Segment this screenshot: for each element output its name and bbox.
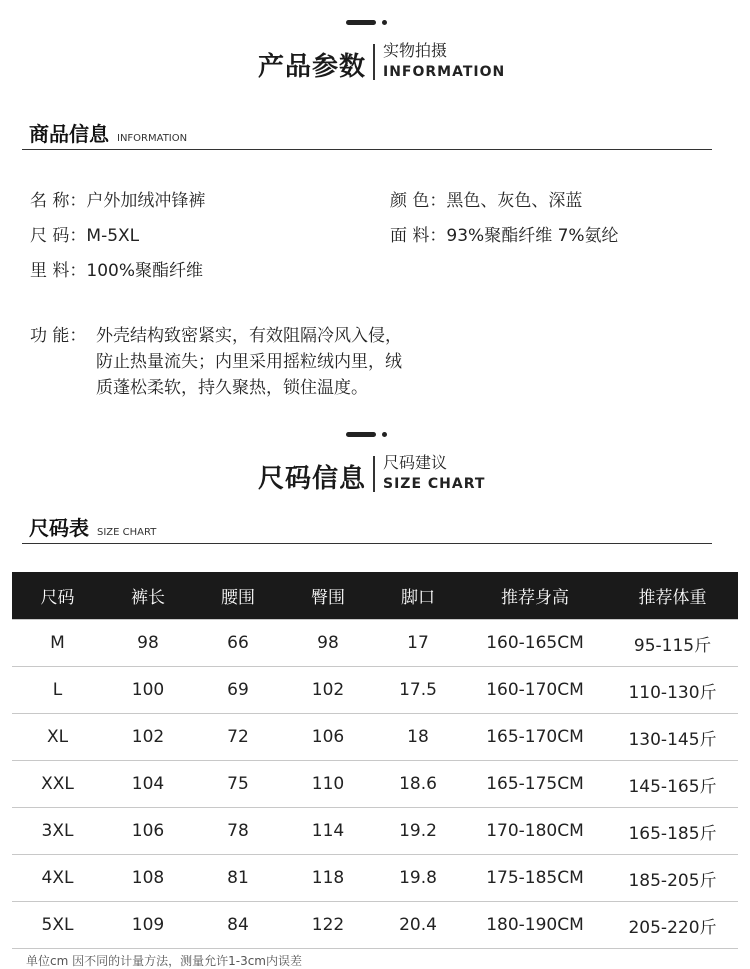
table-cell: 75 [193, 761, 283, 808]
banner-subtitle-cn: 尺码建议 [383, 453, 448, 472]
table-cell: 18 [373, 714, 463, 761]
table-cell: 102 [283, 667, 373, 714]
section-title-cn: 尺码表 [29, 516, 89, 540]
banner-divider [373, 44, 375, 80]
table-cell: 122 [283, 902, 373, 949]
table-cell: 19.2 [373, 808, 463, 855]
column-header: 推荐身高 [463, 572, 607, 620]
table-row [12, 902, 738, 949]
table-cell: 17 [373, 620, 463, 667]
table-cell: 95-115斤 [607, 620, 738, 667]
banner-subtitle [383, 40, 505, 82]
table-cell: 118 [283, 855, 373, 902]
table-cell: 205-220斤 [607, 902, 738, 949]
table-cell: 20.4 [373, 902, 463, 949]
table-cell: 165-175CM [463, 761, 607, 808]
table-cell: 165-170CM [463, 714, 607, 761]
table-cell: 18.6 [373, 761, 463, 808]
table-cell: 102 [103, 714, 193, 761]
size-info-banner [258, 452, 518, 496]
table-cell: 145-165斤 [607, 761, 738, 808]
table-row [12, 714, 738, 761]
table-cell: 72 [193, 714, 283, 761]
section-divider [22, 543, 712, 544]
table-cell: 185-205斤 [607, 855, 738, 902]
table-cell: 165-185斤 [607, 808, 738, 855]
section-divider [22, 149, 712, 150]
table-cell: XXL [12, 761, 103, 808]
banner-subtitle-en: SIZE CHART [383, 476, 486, 492]
table-cell: 100 [103, 667, 193, 714]
table-row [12, 620, 738, 667]
section-title-en: INFORMATION [117, 133, 188, 144]
column-header: 尺码 [12, 572, 103, 620]
table-header-row [12, 572, 738, 620]
decoration-bar [346, 432, 376, 437]
decoration-dot [382, 20, 387, 25]
decoration-bar [346, 20, 376, 25]
table-cell: 170-180CM [463, 808, 607, 855]
table-cell: 78 [193, 808, 283, 855]
table-row [12, 761, 738, 808]
table-cell: L [12, 667, 103, 714]
table-cell: M [12, 620, 103, 667]
table-cell: 17.5 [373, 667, 463, 714]
banner-title: 产品参数 [258, 52, 367, 82]
table-cell: 69 [193, 667, 283, 714]
column-header: 腰围 [193, 572, 283, 620]
table-cell: 160-165CM [463, 620, 607, 667]
info-lining: 里 料：100%聚酯纤维 [30, 261, 204, 281]
table-cell: 106 [283, 714, 373, 761]
product-info-section-title [29, 118, 187, 147]
table-cell: XL [12, 714, 103, 761]
table-cell: 3XL [12, 808, 103, 855]
table-cell: 160-170CM [463, 667, 607, 714]
table-row [12, 667, 738, 714]
banner-subtitle-en: INFORMATION [383, 64, 506, 80]
info-color: 颜 色：黑色、灰色、深蓝 [390, 191, 583, 211]
column-header: 推荐体重 [607, 572, 738, 620]
table-cell: 108 [103, 855, 193, 902]
table-cell: 104 [103, 761, 193, 808]
table-cell: 66 [193, 620, 283, 667]
measurement-footnote: 单位cm 因不同的计量方法，测量允许1-3cm内误差 [26, 954, 302, 968]
table-cell: 84 [193, 902, 283, 949]
column-header: 脚口 [373, 572, 463, 620]
size-chart-section-title [29, 512, 156, 541]
table-cell: 98 [283, 620, 373, 667]
decoration-dot [382, 432, 387, 437]
table-row [12, 808, 738, 855]
column-header: 臀围 [283, 572, 373, 620]
function-line: 外壳结构致密紧实，有效阻隔冷风入侵， [96, 326, 402, 346]
table-cell: 110-130斤 [607, 667, 738, 714]
table-cell: 4XL [12, 855, 103, 902]
function-line: 防止热量流失；内里采用摇粒绒内里，绒 [96, 352, 402, 372]
banner-subtitle-cn: 实物拍摄 [383, 41, 448, 60]
table-cell: 98 [103, 620, 193, 667]
header-decoration-top [346, 20, 388, 25]
product-params-banner [258, 40, 518, 84]
banner-divider [373, 456, 375, 492]
header-decoration-size [346, 432, 388, 437]
function-line: 质蓬松柔软，持久聚热，锁住温度。 [96, 378, 368, 398]
table-cell: 106 [103, 808, 193, 855]
table-cell: 81 [193, 855, 283, 902]
section-title-en: SIZE CHART [97, 527, 157, 538]
table-cell: 114 [283, 808, 373, 855]
info-fabric: 面 料：93%聚酯纤维 7%氨纶 [390, 226, 619, 246]
table-cell: 5XL [12, 902, 103, 949]
info-size: 尺 码：M-5XL [30, 226, 140, 246]
table-cell: 175-185CM [463, 855, 607, 902]
table-cell: 130-145斤 [607, 714, 738, 761]
table-row [12, 855, 738, 902]
table-cell: 110 [283, 761, 373, 808]
table-cell: 180-190CM [463, 902, 607, 949]
table-cell: 109 [103, 902, 193, 949]
info-name: 名 称：户外加绒冲锋裤 [30, 191, 206, 211]
banner-subtitle [383, 452, 485, 494]
column-header: 裤长 [103, 572, 193, 620]
function-label: 功 能： [30, 326, 87, 346]
section-title-cn: 商品信息 [29, 122, 109, 146]
banner-title: 尺码信息 [258, 464, 367, 494]
size-chart-table [12, 572, 738, 949]
table-cell: 19.8 [373, 855, 463, 902]
